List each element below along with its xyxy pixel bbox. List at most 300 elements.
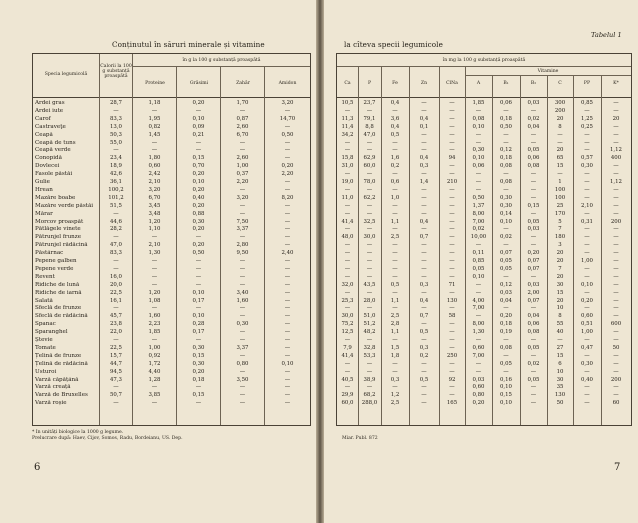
table-row bbox=[33, 108, 310, 116]
table-cell: 8,8 bbox=[365, 123, 374, 130]
table-cell: — bbox=[449, 258, 455, 264]
table-row bbox=[337, 242, 631, 250]
table-cell: — bbox=[421, 194, 427, 201]
table-cell: 30 bbox=[556, 376, 564, 383]
table-cell: 3,37 bbox=[236, 226, 249, 233]
table-cell: — bbox=[613, 234, 619, 241]
table-cell: — bbox=[449, 289, 455, 296]
table-cell: — bbox=[284, 368, 291, 375]
table-cell: 0,18 bbox=[499, 155, 512, 162]
table-cell: — bbox=[344, 147, 351, 154]
table-cell: 3,20 bbox=[148, 186, 161, 193]
table-cell: — bbox=[613, 226, 619, 233]
table-cell: 42,6 bbox=[109, 171, 122, 178]
table-cell: 200 bbox=[610, 218, 622, 225]
table-cell: 8 bbox=[558, 313, 562, 320]
table-cell: 2,5 bbox=[390, 400, 400, 407]
table-cell: — bbox=[239, 273, 246, 280]
table-cell: — bbox=[366, 202, 373, 209]
table-cell: 15 bbox=[556, 289, 564, 296]
table-cell: 0,10 bbox=[472, 123, 485, 130]
table-cell: 1,1 bbox=[390, 297, 400, 304]
table-cell: — bbox=[503, 107, 509, 114]
table-cell: — bbox=[613, 265, 619, 272]
table-cell: — bbox=[344, 368, 351, 375]
table-cell: 288,0 bbox=[361, 400, 378, 407]
table-row bbox=[33, 211, 310, 219]
table-cell: — bbox=[449, 360, 455, 367]
table-cell: — bbox=[284, 321, 291, 328]
table-cell: 0,10 bbox=[580, 281, 593, 288]
table-cell: — bbox=[284, 218, 291, 225]
table-cell: — bbox=[239, 384, 246, 391]
table-cell: 0,20 bbox=[192, 368, 205, 375]
table-row bbox=[33, 400, 310, 408]
table-row bbox=[337, 226, 631, 234]
table-cell: 50,3 bbox=[109, 131, 122, 138]
table-cell: — bbox=[366, 242, 373, 249]
table-cell: 1,08 bbox=[148, 297, 161, 304]
table-row bbox=[33, 305, 310, 313]
table-cell: 10,5 bbox=[341, 100, 354, 106]
table-cell: — bbox=[113, 265, 119, 272]
table-cell: 60 bbox=[612, 400, 620, 407]
table-cell: 20 bbox=[556, 147, 564, 154]
table-cell: 4,00 bbox=[472, 297, 485, 304]
table-row bbox=[337, 163, 631, 171]
table-cell: 0,7 bbox=[419, 234, 429, 241]
table-cell: 55 bbox=[556, 321, 564, 328]
right-footnote: Miar. Publ. 872 bbox=[342, 436, 378, 441]
table-cell: 400 bbox=[610, 155, 622, 162]
table-cell: — bbox=[530, 107, 537, 114]
table-cell: — bbox=[557, 139, 563, 146]
table-cell: 3,6 bbox=[390, 115, 400, 122]
table-cell: 2,80 bbox=[236, 242, 249, 249]
table-row bbox=[33, 219, 310, 227]
table-cell: — bbox=[239, 368, 246, 375]
table-cell: 3,45 bbox=[148, 202, 161, 209]
table-cell: 0,05 bbox=[472, 265, 485, 272]
table-cell: — bbox=[113, 210, 119, 217]
table-row bbox=[337, 266, 631, 274]
species-name: Ridiche de lună bbox=[35, 281, 80, 288]
table-cell: — bbox=[613, 131, 619, 138]
table-cell: 0,10 bbox=[281, 360, 294, 367]
table-cell: — bbox=[475, 171, 482, 178]
table-cell: 1,45 bbox=[148, 131, 161, 138]
table-cell: 3,50 bbox=[236, 376, 249, 383]
table-cell: 0,06 bbox=[499, 100, 512, 106]
table-cell: 6,70 bbox=[236, 131, 249, 138]
table-cell: 28,2 bbox=[109, 226, 122, 233]
table-cell: — bbox=[195, 400, 202, 407]
table-cell: — bbox=[392, 273, 398, 280]
table-cell: 13,0 bbox=[109, 123, 122, 130]
header-grasimi: Grăsimi bbox=[189, 81, 209, 86]
table-cell: 0,03 bbox=[527, 281, 540, 288]
table-cell: — bbox=[366, 226, 373, 233]
table-cell: — bbox=[239, 186, 246, 193]
right-page bbox=[324, 0, 638, 523]
table-cell: 22,0 bbox=[109, 329, 122, 336]
table-cell: — bbox=[366, 258, 373, 264]
table-cell: 22,5 bbox=[109, 344, 122, 351]
table-cell: — bbox=[392, 360, 398, 367]
table-cell: 0,20 bbox=[192, 171, 205, 178]
table-cell: — bbox=[613, 329, 619, 336]
table-cell: — bbox=[584, 131, 590, 138]
table-cell: 1,4 bbox=[419, 179, 429, 185]
table-cell: 28,0 bbox=[363, 297, 376, 304]
header-group-mg: în mg la 100 g substanță proaspătă bbox=[442, 58, 526, 63]
table-cell: 180 bbox=[554, 234, 566, 241]
table-cell: — bbox=[151, 273, 158, 280]
table-cell: 0,50 bbox=[499, 123, 512, 130]
table-cell: — bbox=[503, 131, 509, 138]
table-cell: 28,7 bbox=[109, 100, 122, 106]
table-cell: 0,17 bbox=[192, 297, 205, 304]
table-cell: 0,10 bbox=[192, 289, 205, 296]
table-cell: — bbox=[284, 107, 291, 114]
table-cell: — bbox=[366, 337, 373, 343]
right-table bbox=[336, 53, 632, 426]
table-cell: — bbox=[284, 265, 291, 272]
table-cell: — bbox=[113, 107, 119, 114]
table-cell: — bbox=[151, 337, 158, 343]
table-cell: 0,05 bbox=[527, 218, 540, 225]
table-cell: 60,0 bbox=[363, 163, 376, 170]
table-cell: 0,04 bbox=[499, 297, 512, 304]
table-cell: 2,20 bbox=[281, 171, 294, 178]
table-cell: 0,85 bbox=[580, 100, 593, 106]
table-cell: 2,10 bbox=[580, 202, 593, 209]
species-name: Morcov proaspăt bbox=[35, 218, 84, 225]
table-cell: 51,0 bbox=[363, 313, 376, 320]
table-cell: — bbox=[113, 234, 119, 241]
table-cell: 100 bbox=[554, 194, 566, 201]
table-cell: — bbox=[284, 289, 291, 296]
table-cell: — bbox=[613, 273, 619, 280]
table-cell: — bbox=[584, 368, 590, 375]
table-cell: — bbox=[449, 163, 455, 170]
table-cell: 300 bbox=[554, 100, 566, 106]
table-cell: 1,00 bbox=[580, 258, 593, 264]
table-cell: — bbox=[584, 250, 590, 257]
table-cell: — bbox=[584, 273, 590, 280]
table-cell: — bbox=[449, 392, 455, 399]
table-cell: — bbox=[421, 392, 427, 399]
species-name: Țelină de rădăcină bbox=[35, 360, 88, 367]
table-cell: 0,28 bbox=[192, 321, 205, 328]
table-cell: 0,10 bbox=[192, 115, 205, 122]
table-cell: — bbox=[421, 273, 427, 280]
table-cell: 60,0 bbox=[341, 400, 354, 407]
table-cell: — bbox=[344, 171, 351, 178]
table-cell: 1,95 bbox=[148, 115, 161, 122]
species-name: Varză căpățână bbox=[35, 376, 79, 383]
table-row bbox=[337, 187, 631, 195]
table-cell: — bbox=[392, 250, 398, 257]
table-cell: — bbox=[284, 123, 291, 130]
table-cell: 7,9 bbox=[343, 344, 352, 351]
table-cell: — bbox=[530, 139, 537, 146]
table-cell: — bbox=[284, 281, 291, 288]
table-cell: — bbox=[113, 384, 119, 391]
table-row bbox=[33, 100, 310, 108]
header-p: P bbox=[367, 81, 372, 86]
table-cell: — bbox=[421, 265, 427, 272]
table-row bbox=[33, 242, 310, 250]
table-cell: — bbox=[503, 337, 509, 343]
table-cell: 1,60 bbox=[236, 297, 249, 304]
table-cell: 1,72 bbox=[148, 360, 161, 367]
table-cell: 0,40 bbox=[580, 376, 593, 383]
table-row bbox=[33, 384, 310, 392]
table-cell: — bbox=[449, 131, 455, 138]
table-row bbox=[33, 377, 310, 385]
table-cell: 100 bbox=[554, 186, 566, 193]
table-row bbox=[337, 250, 631, 258]
table-cell: — bbox=[449, 344, 455, 351]
table-cell: 1,6 bbox=[390, 155, 400, 162]
table-cell: — bbox=[503, 139, 509, 146]
table-cell: 0,08 bbox=[472, 115, 485, 122]
table-row bbox=[33, 321, 310, 329]
table-cell: 83,3 bbox=[109, 115, 122, 122]
table-cell: — bbox=[613, 107, 619, 114]
table-cell: — bbox=[613, 210, 619, 217]
table-cell: — bbox=[344, 107, 351, 114]
table-cell: — bbox=[195, 107, 202, 114]
table-cell: 1,00 bbox=[580, 329, 593, 336]
header-a: A bbox=[476, 81, 481, 86]
table-cell: 23,7 bbox=[363, 100, 376, 106]
table-row bbox=[33, 132, 310, 140]
table-cell: 0,20 bbox=[281, 163, 294, 170]
table-cell: 1,1 bbox=[390, 329, 400, 336]
table-cell: 25 bbox=[556, 202, 564, 209]
table-cell: — bbox=[366, 147, 373, 154]
table-cell: — bbox=[239, 281, 246, 288]
table-cell: 3,37 bbox=[236, 344, 249, 351]
table-cell: — bbox=[584, 139, 590, 146]
table-cell: — bbox=[421, 139, 427, 146]
table-cell: — bbox=[284, 384, 291, 391]
table-row bbox=[337, 124, 631, 132]
table-cell: 0,50 bbox=[192, 250, 205, 257]
species-name: Mărar bbox=[35, 210, 53, 217]
table-cell: 5 bbox=[558, 218, 562, 225]
table-cell: 3,20 bbox=[281, 100, 294, 106]
book-gutter bbox=[316, 0, 324, 523]
species-name: Sparanghel bbox=[35, 329, 68, 336]
table-cell: 25,3 bbox=[341, 297, 354, 304]
table-cell: 2,23 bbox=[148, 321, 161, 328]
table-cell: — bbox=[344, 202, 351, 209]
table-cell: — bbox=[239, 392, 246, 399]
table-cell: — bbox=[421, 210, 427, 217]
table-row bbox=[337, 313, 631, 321]
table-cell: 45,7 bbox=[109, 313, 122, 320]
table-cell: — bbox=[366, 139, 373, 146]
table-cell: — bbox=[151, 400, 158, 407]
table-row bbox=[337, 147, 631, 155]
table-cell: — bbox=[449, 273, 455, 280]
table-cell: 0,03 bbox=[527, 226, 540, 233]
table-cell: 0,30 bbox=[192, 218, 205, 225]
table-cell: 0,10 bbox=[192, 179, 205, 185]
table-cell: 20 bbox=[556, 258, 564, 264]
table-cell: 0,51 bbox=[580, 321, 593, 328]
table-cell: 1,70 bbox=[236, 100, 249, 106]
table-cell: — bbox=[392, 139, 398, 146]
table-cell: — bbox=[113, 337, 119, 343]
table-cell: 1,10 bbox=[148, 226, 161, 233]
table-cell: — bbox=[392, 368, 398, 375]
species-name: Conopidă bbox=[35, 155, 62, 162]
table-cell: 0,18 bbox=[499, 115, 512, 122]
table-cell: 0,1 bbox=[419, 123, 429, 130]
table-cell: 250 bbox=[446, 352, 458, 359]
table-cell: 11,3 bbox=[341, 115, 354, 122]
table-cell: 40 bbox=[556, 329, 564, 336]
table-cell: 50 bbox=[556, 400, 564, 407]
species-name: Carof bbox=[35, 115, 51, 122]
table-row bbox=[33, 147, 310, 155]
table-cell: — bbox=[239, 265, 246, 272]
table-cell: — bbox=[613, 305, 619, 312]
table-cell: — bbox=[421, 360, 427, 367]
table-row bbox=[337, 258, 631, 266]
table-cell: — bbox=[344, 265, 351, 272]
table-cell: — bbox=[475, 131, 482, 138]
table-cell: 1,37 bbox=[472, 202, 485, 209]
table-cell: — bbox=[584, 186, 590, 193]
species-name: Mazăre boabe bbox=[35, 194, 76, 201]
table-cell: — bbox=[613, 100, 619, 106]
table-row bbox=[337, 171, 631, 179]
table-cell: — bbox=[449, 384, 455, 391]
table-cell: 20 bbox=[612, 115, 620, 122]
table-cell: — bbox=[239, 147, 246, 154]
table-cell: 9,50 bbox=[236, 250, 249, 257]
table-cell: — bbox=[530, 242, 537, 249]
table-cell: 0,06 bbox=[527, 321, 540, 328]
table-cell: — bbox=[584, 107, 590, 114]
table-cell: 44,6 bbox=[109, 218, 122, 225]
table-cell: 34,2 bbox=[341, 131, 354, 138]
table-cell: 1,1 bbox=[390, 218, 400, 225]
table-row bbox=[337, 179, 631, 187]
table-row bbox=[33, 234, 310, 242]
table-cell: — bbox=[392, 289, 398, 296]
table-cell: — bbox=[151, 234, 158, 241]
table-cell: — bbox=[449, 210, 455, 217]
table-cell: — bbox=[344, 273, 351, 280]
table-cell: 12,5 bbox=[341, 329, 354, 336]
table-cell: 50 bbox=[612, 344, 620, 351]
table-cell: 200 bbox=[610, 376, 622, 383]
table-cell: 16,1 bbox=[109, 297, 122, 304]
table-cell: 0,11 bbox=[472, 250, 485, 257]
header-subdivider bbox=[133, 66, 310, 67]
table-cell: 29,9 bbox=[341, 392, 354, 399]
table-cell: 0,30 bbox=[192, 344, 205, 351]
table-cell: 8,20 bbox=[281, 194, 294, 201]
table-row bbox=[337, 282, 631, 290]
table-cell: 7,00 bbox=[472, 305, 485, 312]
table-cell: 210 bbox=[446, 179, 458, 185]
table-row bbox=[33, 353, 310, 361]
table-cell: 3,40 bbox=[236, 289, 249, 296]
table-cell: — bbox=[284, 234, 291, 241]
table-cell: 36,1 bbox=[109, 179, 122, 185]
species-name: Sfeclă de rădăcină bbox=[35, 313, 88, 320]
table-cell: — bbox=[475, 186, 482, 193]
table-cell: 2,20 bbox=[236, 179, 249, 185]
table-cell: — bbox=[557, 171, 563, 178]
table-cell: 0,57 bbox=[580, 155, 593, 162]
table-cell: — bbox=[239, 305, 246, 312]
table-cell: — bbox=[239, 139, 246, 146]
table-cell: 0,60 bbox=[472, 384, 485, 391]
table-cell: — bbox=[392, 226, 398, 233]
table-cell: 0,2 bbox=[419, 352, 429, 359]
table-row bbox=[337, 155, 631, 163]
table-cell: — bbox=[449, 123, 455, 130]
table-cell: 11,4 bbox=[341, 123, 354, 130]
table-cell: 1,20 bbox=[148, 218, 161, 225]
species-name: Păstârnac bbox=[35, 250, 64, 257]
table-cell: 0,31 bbox=[580, 218, 593, 225]
table-cell: 8,00 bbox=[472, 210, 485, 217]
table-cell: — bbox=[239, 337, 246, 343]
table-cell: 0,05 bbox=[527, 147, 540, 154]
table-cell: 47,3 bbox=[109, 376, 122, 383]
table-cell: 165 bbox=[446, 400, 458, 407]
table-cell: 0,80 bbox=[236, 360, 249, 367]
table-cell: 0,30 bbox=[580, 360, 593, 367]
table-cell: — bbox=[366, 171, 373, 178]
header-species: Specia legumicolă bbox=[44, 72, 88, 77]
table-cell: 71 bbox=[448, 281, 456, 288]
table-cell: 0,30 bbox=[472, 147, 485, 154]
table-cell: — bbox=[530, 305, 537, 312]
table-cell: — bbox=[449, 234, 455, 241]
table-cell: — bbox=[530, 194, 537, 201]
table-cell: 40,5 bbox=[341, 376, 354, 383]
table-cell: 0,60 bbox=[580, 313, 593, 320]
table-cell: — bbox=[421, 171, 427, 178]
species-name: Ardei iute bbox=[35, 107, 64, 114]
table-cell: 6 bbox=[558, 360, 562, 367]
table-cell: — bbox=[239, 202, 246, 209]
table-cell: — bbox=[113, 305, 119, 312]
header-amidon: Amidon bbox=[278, 81, 297, 86]
species-name: Usturoi bbox=[35, 368, 57, 375]
table-cell: — bbox=[584, 179, 590, 185]
table-cell: 43,5 bbox=[363, 281, 376, 288]
table-cell: — bbox=[449, 250, 455, 257]
table-cell: 10 bbox=[556, 305, 564, 312]
table-cell: 0,08 bbox=[527, 329, 540, 336]
table-cell: — bbox=[366, 250, 373, 257]
table-cell: 2,8 bbox=[390, 321, 400, 328]
species-name: Ceapă verde bbox=[35, 147, 71, 154]
table-cell: — bbox=[284, 344, 291, 351]
table-cell: — bbox=[584, 337, 590, 343]
